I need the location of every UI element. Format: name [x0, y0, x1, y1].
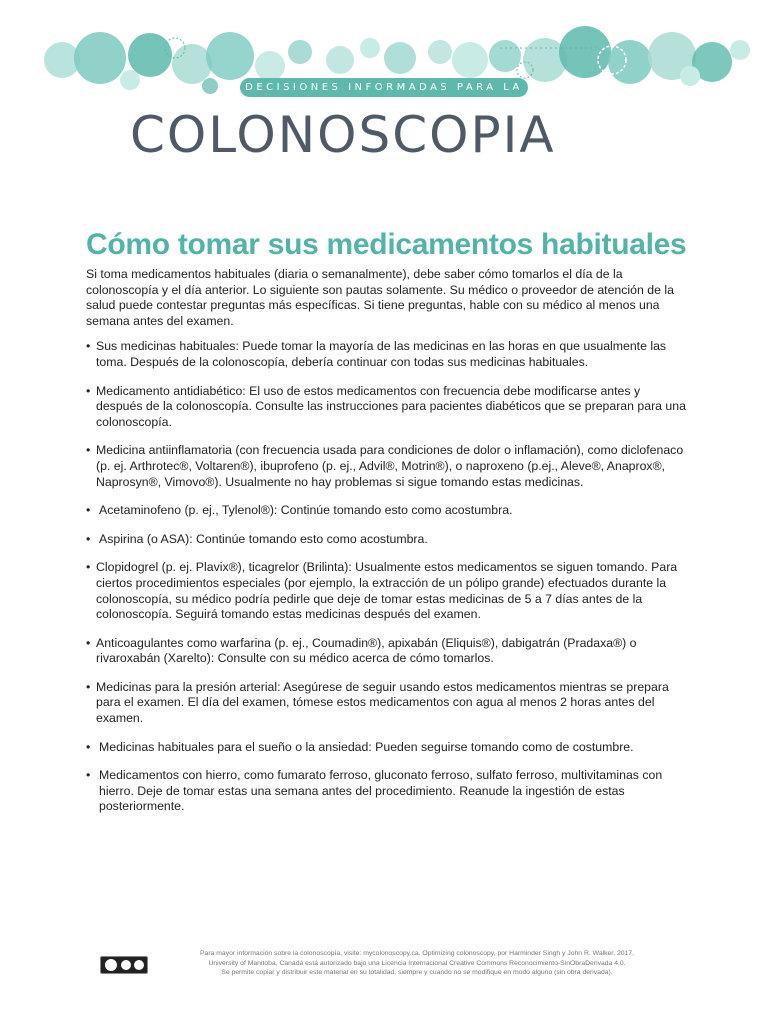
- list-item: [86, 740, 686, 756]
- bullet: •: [86, 383, 91, 398]
- footer-line: Para mayor información sobre la colonoscopía, visite: mycolonoscopy.ca. Optimizing colonoscopy, por Harminder Singh y John R. Walker, 2017,: [200, 950, 634, 957]
- list-item: [86, 339, 686, 370]
- document-body: [86, 267, 686, 828]
- item-text: Medicinas para la presión arterial: Asegúrese de seguir usando estos medicamentos mientras se prepara para el examen. El día del examen, tómese estos medicamentos con agua al menos 2 horas antes del examen.: [96, 679, 669, 726]
- item-text: Anticoagulantes como warfarina (p. ej., Coumadin®), apixabán (Eliquis®), dabigatrán (Pradaxa®) o rivaroxabán (Xarelto): Consulte con su médico acerca de cómo tomarlos.: [96, 635, 637, 666]
- list-item: [86, 503, 686, 519]
- bullet: •: [86, 503, 91, 518]
- bullet: •: [86, 531, 91, 546]
- bullet: •: [86, 443, 91, 458]
- list-item: [86, 680, 686, 727]
- bullet: •: [86, 679, 91, 694]
- list-item: [86, 768, 686, 815]
- header-banner: [0, 0, 768, 100]
- list-item: [86, 384, 686, 431]
- item-text: Medicina antiinflamatoria (con frecuencia usada para condiciones de dolor o inflamación), como diclofenaco (p. ej. Arthrotec®, Voltaren®), ibuprofeno (p. ej., Advil®, Motrin®), o naproxeno (p.ej., Aleve®, Anaprox®, Naprosyn®, Vimovo®). Usualmente no hay problemas si sigue tomando estas medicinas.: [96, 443, 684, 489]
- bullet: •: [86, 739, 91, 754]
- list-item: [86, 443, 686, 490]
- item-text: Sus medicinas habituales: Puede tomar la mayoría de las medicinas en las horas en que usualmente las toma. Después de la colonoscopía, debería continuar con todas sus medicinas habituales.: [96, 339, 667, 369]
- item-text: Acetaminofeno (p. ej., Tylenol®): Continúe tomando esto como acostumbra.: [99, 503, 513, 518]
- bullet: •: [86, 768, 91, 783]
- item-text: Medicamentos con hierro, como fumarato ferroso, gluconato ferroso, sulfato ferroso, multivitaminas con hierro. Deje de tomar estas una semana antes del procedimiento. Reanude la ingestión de estas posteriormente.: [99, 768, 663, 814]
- item-text: Medicinas habituales para el sueño o la ansiedad: Pueden seguirse tomando como de costumbre.: [99, 739, 634, 754]
- list-item: [86, 636, 686, 667]
- intro-paragraph: Si toma medicamentos habituales (diaria o semanalmente), debe saber cómo tomarlos el día de la colonoscopía y el día anterior. Lo siguiente son pautas solamente. Su médico o proveedor de atención de la salud puede contestar preguntas más específicas. Si tiene preguntas, hable con su médico al menos una semana antes del examen.: [86, 267, 674, 328]
- footer-line: University of Manitoba, Canadá está autorizado bajo una Licencia Internacional Creative Commons Reconocimiento-SinObraDerivada 4.0.: [208, 959, 626, 967]
- creative-commons-by-nd-icon: [100, 956, 148, 974]
- bullet: •: [86, 635, 91, 650]
- list-item: [86, 532, 686, 548]
- bullet: •: [86, 339, 91, 354]
- item-text: Aspirina (o ASA): Continúe tomando esto como acostumbra.: [99, 531, 428, 546]
- footer-line: Se permite copiar y distribuir este material en su totalidad, siempre y cuando no se modifique en modo alguno (sin obra derivada).: [221, 969, 613, 976]
- brand-title: COLONOSCOPIA: [130, 106, 556, 164]
- footer-text: [152, 949, 682, 978]
- list-item: [86, 560, 686, 622]
- page-title: Cómo tomar sus medicamentos habituales: [86, 228, 687, 261]
- medication-list: [86, 339, 686, 815]
- item-text: Medicamento antidiabético: El uso de estos medicamentos con frecuencia debe modificarse antes y después de la colonoscopía. Consulte las instrucciones para pacientes diabéticos que se preparan para una colonoscopía.: [96, 383, 686, 429]
- item-text: Clopidogrel (p. ej. Plavix®), ticagrelor (Brilinta): Usualmente estos medicamentos se siguen tomando. Para ciertos procedimientos especiales (por ejemplo, la extracción de un pólipo grande) efectuados durante la colonoscopía, su médico podría pedirle que deje de tomar estas medicinas de 5 a 7 días antes de la colonoscopía. Seguirá tomando estas medicinas después del examen.: [96, 560, 678, 622]
- bullet: •: [86, 560, 91, 575]
- footer: [100, 945, 680, 985]
- tagline: DECISIONES INFORMADAS PARA LA: [240, 78, 528, 97]
